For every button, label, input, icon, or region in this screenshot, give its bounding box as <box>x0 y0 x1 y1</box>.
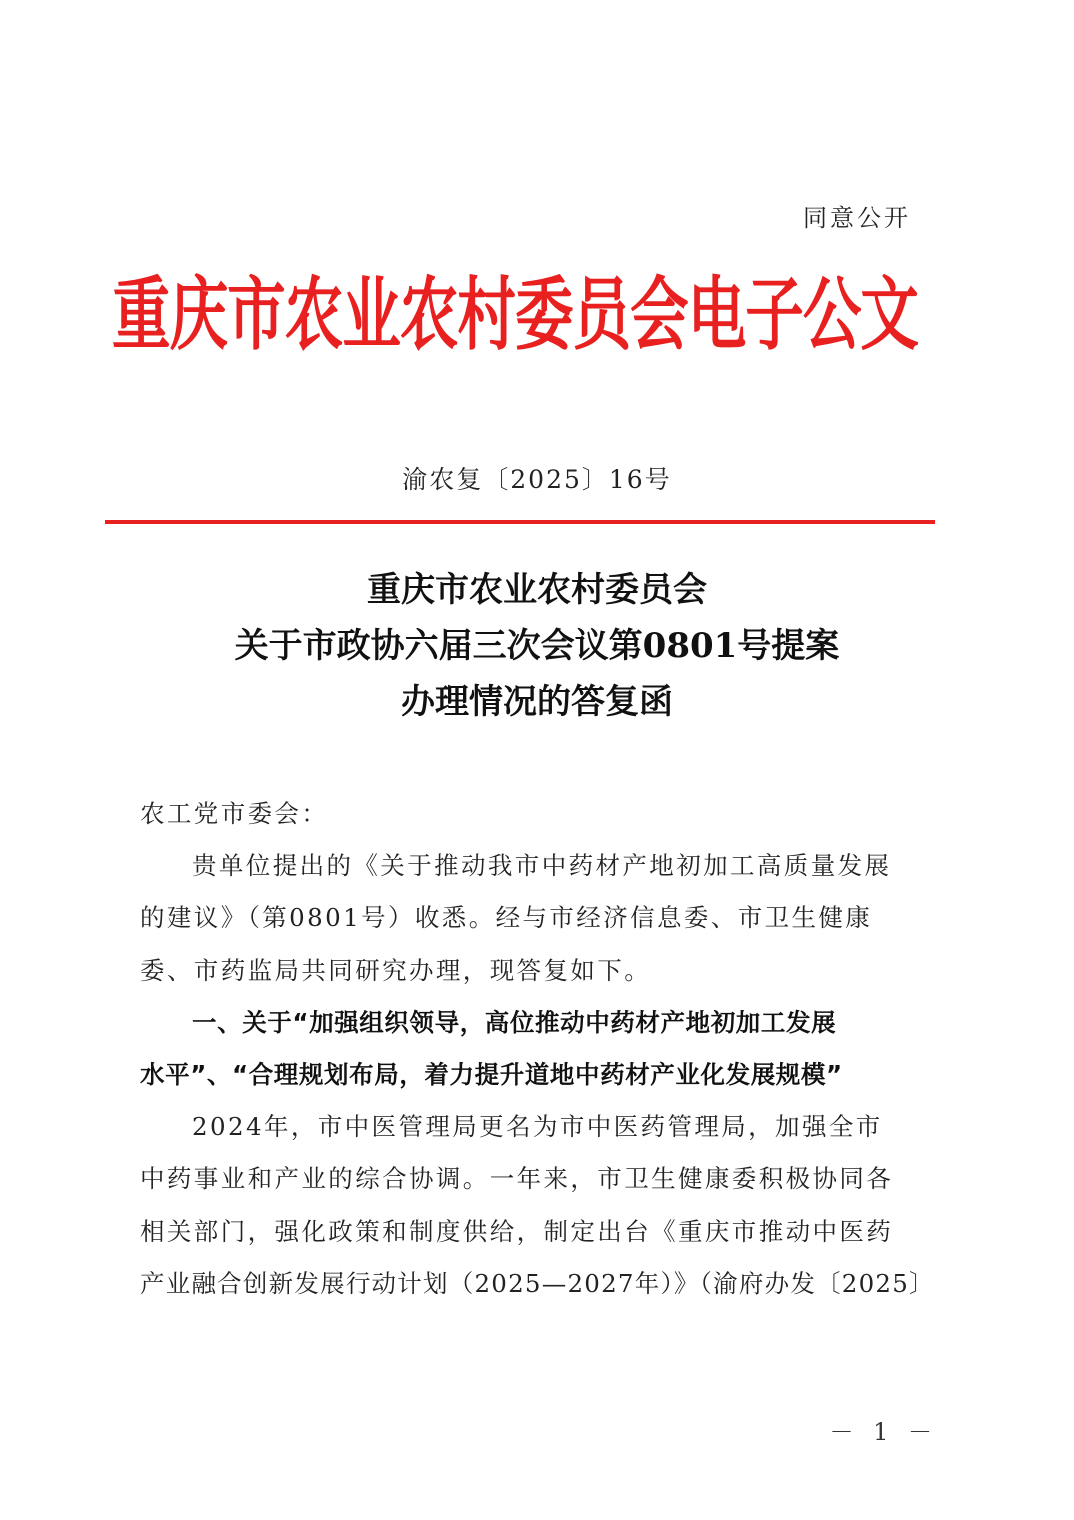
salutation: 农工党市委会： <box>140 799 329 828</box>
masthead-title: 重庆市农业农村委员会电子公文 <box>112 267 919 362</box>
body-line-4: 2024年，市中医管理局更名为市中医药管理局，加强全市 <box>192 1112 883 1142</box>
section-heading-line-1: 一、关于“加强组织领导，高位推动中药材产地初加工发展 <box>192 1007 837 1037</box>
body-line-6: 相关部门，强化政策和制度供给，制定出台《重庆市推动中医药 <box>140 1216 894 1246</box>
body-line-2: 的建议》（第0801号）收悉。经与市经济信息委、市卫生健康 <box>140 903 873 933</box>
title-line-3: 办理情况的答复函 <box>401 682 673 722</box>
body-line-7: 产业融合创新发展行动计划（2025—2027年）》（渝府办发〔2025〕 <box>140 1268 935 1298</box>
red-divider-line <box>105 520 935 524</box>
title-line-1: 重庆市农业农村委员会 <box>367 570 707 610</box>
section-heading-line-2: 水平”、“合理规划布局，着力提升道地中药材产业化发展规模” <box>140 1059 843 1089</box>
title-line-2: 关于市政协六届三次会议第0801号提案 <box>234 626 840 666</box>
body-line-1: 贵单位提出的《关于推动我市中药材产地初加工高质量发展 <box>192 851 892 881</box>
body-line-3: 委、市药监局共同研究办理，现答复如下。 <box>140 955 652 985</box>
body-line-5: 中药事业和产业的综合协调。一年来，市卫生健康委积极协同各 <box>140 1164 894 1194</box>
disclosure-status: 同意公开 <box>803 204 911 232</box>
document-body <box>140 788 936 1310</box>
document-title <box>0 562 1074 730</box>
document-number: 渝农复〔2025〕16号 <box>402 465 672 494</box>
page-number: － 1 － <box>829 1418 938 1446</box>
